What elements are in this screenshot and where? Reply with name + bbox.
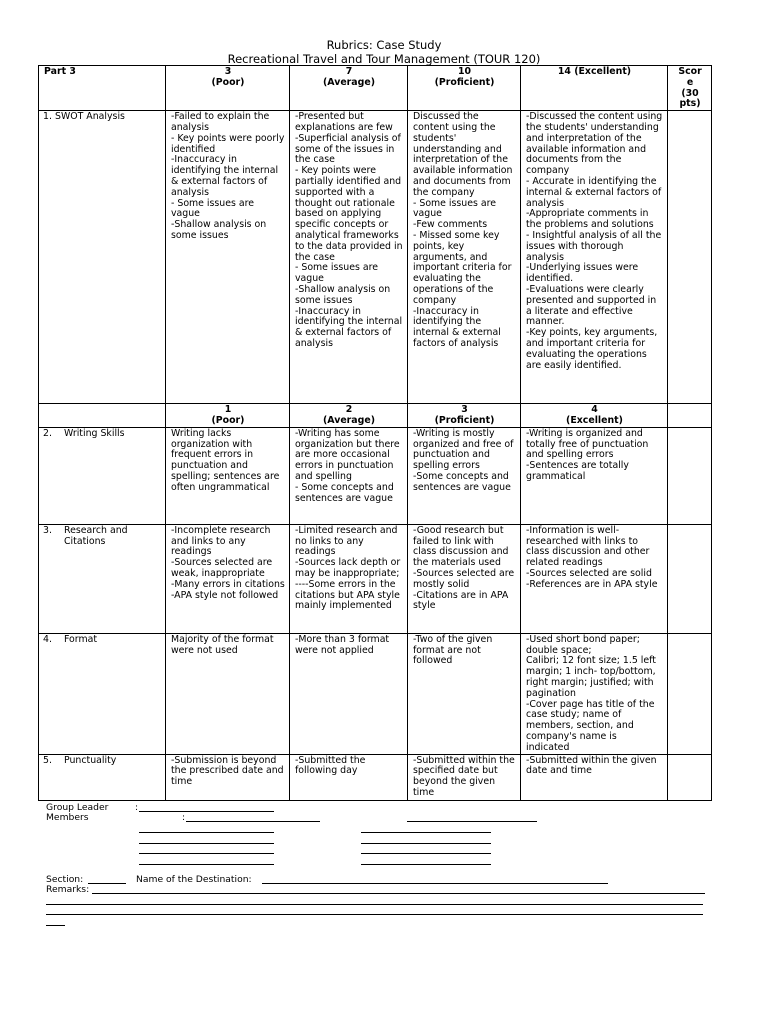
member-line	[139, 843, 274, 844]
header-average: 7 (Average)	[290, 66, 408, 111]
header-excellent-2: 4 (Excellent)	[521, 404, 668, 428]
section-label: Section:	[46, 874, 84, 885]
punctuality-proficient: -Submitted within the specified date but beyond the given time	[408, 754, 521, 800]
criterion-punctuality: 5. Punctuality	[39, 754, 166, 800]
member-line	[361, 832, 491, 833]
punctuality-score	[668, 754, 712, 800]
header-excellent: 14 (Excellent)	[521, 66, 668, 111]
writing-poor: Writing lacks organization with frequent errors in punctuation and spelling; sentences are often ungrammatical	[166, 427, 290, 524]
swot-average: -Presented but explanations are few -Superficial analysis of some of the issues in the case - Key points were partially identified and supported with a thought out rationale based on applying specific concepts or analytical frameworks to the data provided in the case - Some issues are vague -Shallow analysis on some issues -Inaccuracy in identifying the internal & external factors of analysis	[290, 111, 408, 404]
swot-poor: -Failed to explain the analysis - Key points were poorly identified -Inaccuracy in identifying the internal & external factors of analysis - Some issues are vague -Shallow analysis on some issues	[166, 111, 290, 404]
format-proficient: -Two of the given format are not followed	[408, 633, 521, 754]
members-label: Members	[46, 812, 89, 823]
criterion-writing: 2. Writing Skills	[39, 427, 166, 524]
header-score-2	[668, 404, 712, 428]
criterion-swot: 1. SWOT Analysis	[39, 111, 166, 404]
section-line	[88, 883, 126, 884]
group-leader-line	[139, 811, 274, 812]
writing-excellent: -Writing is organized and totally free of punctuation and spelling errors -Sentences are totally grammatical	[521, 427, 668, 524]
member-line	[361, 864, 491, 865]
header-average-2: 2 (Average)	[290, 404, 408, 428]
remarks-line	[92, 893, 705, 894]
member-line	[361, 853, 491, 854]
writing-average: -Writing has some organization but there are more occasional errors in punctuation and spelling - Some concepts and sentences are vague	[290, 427, 408, 524]
member-line	[186, 821, 320, 822]
header-row-2	[39, 404, 712, 428]
remarks-line	[46, 914, 703, 915]
writing-proficient: -Writing is mostly organized and free of punctuation and spelling errors -Some concepts and sentences are vague	[408, 427, 521, 524]
member-line	[139, 853, 274, 854]
table-row	[39, 524, 712, 633]
group-leader-colon: :	[135, 802, 139, 813]
header-proficient-2: 3 (Proficient)	[408, 404, 521, 428]
document-subtitle: Recreational Travel and Tour Management (TOUR 120)	[227, 52, 541, 66]
header-poor-2: 1 (Poor)	[166, 404, 290, 428]
format-excellent: -Used short bond paper; double space; Calibri; 12 font size; 1.5 left margin; 1 inch- top/bottom, right margin; justified; with pagination -Cover page has title of the case study; name of members, section, and company's name is indicated	[521, 633, 668, 754]
header-score: Scor e (30 pts)	[668, 66, 712, 111]
member-line	[139, 832, 274, 833]
part-label: Part 3	[39, 66, 166, 111]
punctuality-excellent: -Submitted within the given date and time	[521, 754, 668, 800]
remarks-line	[46, 904, 703, 905]
research-average: -Limited research and no links to any readings -Sources lack depth or may be inappropriate; ----Some errors in the citations but APA style mainly implemented	[290, 524, 408, 633]
format-average: -More than 3 format were not applied	[290, 633, 408, 754]
header-poor: 3 (Poor)	[166, 66, 290, 111]
swot-proficient: Discussed the content using the students' understanding and interpretation of the available information and documents from the company - Some issues are vague -Few comments - Missed some key points, key arguments, and important criteria for evaluating the operations of the company -Inaccuracy in identifying the internal & external factors of analysis	[408, 111, 521, 404]
member-line	[139, 864, 274, 865]
format-score	[668, 633, 712, 754]
members-colon: :	[182, 812, 186, 823]
punctuality-average: -Submitted the following day	[290, 754, 408, 800]
header-row-1	[39, 66, 712, 111]
member-line	[407, 821, 537, 822]
table-row	[39, 633, 712, 754]
rubric-table	[38, 65, 712, 801]
punctuality-poor: -Submission is beyond the prescribed date and time	[166, 754, 290, 800]
research-score	[668, 524, 712, 633]
research-excellent: -Information is well-researched with links to class discussion and other related readings -Sources selected are solid -References are in APA style	[521, 524, 668, 633]
destination-line	[262, 883, 608, 884]
destination-label: Name of the Destination:	[136, 874, 252, 885]
table-row	[39, 111, 712, 404]
table-row	[39, 427, 712, 524]
swot-score	[668, 111, 712, 404]
document-title: Rubrics: Case Study	[326, 38, 442, 52]
table-row	[39, 754, 712, 800]
criterion-format: 4. Format	[39, 633, 166, 754]
research-proficient: -Good research but failed to link with class discussion and the materials used -Sources selected are mostly solid -Citations are in APA style	[408, 524, 521, 633]
research-poor: -Incomplete research and links to any readings -Sources selected are weak, inappropriate -Many errors in citations -APA style not followed	[166, 524, 290, 633]
writing-score	[668, 427, 712, 524]
remarks-line	[46, 925, 65, 926]
group-leader-label: Group Leader	[46, 802, 109, 813]
member-line	[361, 843, 491, 844]
remarks-label: Remarks:	[46, 884, 90, 895]
header-proficient: 10 (Proficient)	[408, 66, 521, 111]
criterion-research: 3. Research and Citations	[39, 524, 166, 633]
swot-excellent: -Discussed the content using the students' understanding and interpretation of the available information and documents from the company - Accurate in identifying the internal & external factors of analysis -Appropriate comments in the problems and solutions - Insightful analysis of all the issues with thorough analysis -Underlying issues were identified. -Evaluations were clearly presented and supported in a literate and effective manner. -Key points, key arguments, and important criteria for evaluating the operations are easily identified.	[521, 111, 668, 404]
header-blank	[39, 404, 166, 428]
format-poor: Majority of the format were not used	[166, 633, 290, 754]
